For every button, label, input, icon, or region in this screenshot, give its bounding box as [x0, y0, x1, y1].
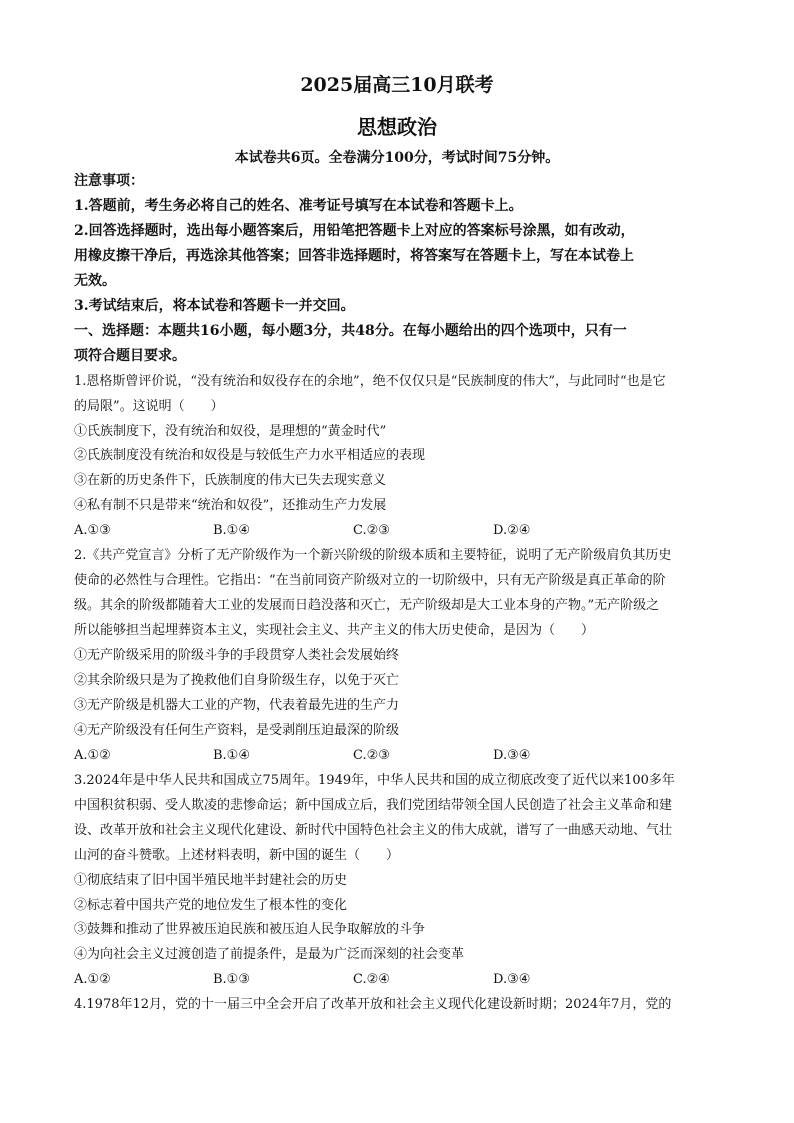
question-3-stem: 设、改革开放和社会主义现代化建设、新时代中国特色社会主义的伟大成就，谱写了一曲感天动地、气壮 [74, 823, 673, 838]
notice-heading: 注意事项： [74, 173, 144, 189]
question-1-item: ③在新的历史条件下，氏族制度的伟大已失去现实意义 [74, 473, 387, 488]
question-1-item: ①氏族制度下，没有统治和奴役，是理想的“黄金时代” [74, 424, 387, 439]
question-3-item: ③鼓舞和推动了世界被压迫民族和被压迫人民争取解放的斗争 [74, 922, 426, 937]
question-2-item: ③无产阶级是机器大工业的产物，代表着最先进的生产力 [74, 698, 400, 713]
question-2-option-b[interactable]: B.①④ [213, 748, 250, 763]
question-1-option-d[interactable]: D.②④ [493, 523, 531, 538]
question-1-stem: 的局限”。这说明（ ） [74, 399, 224, 414]
subject-title: 思想政治 [357, 115, 437, 139]
notice-line: 无效。 [74, 273, 116, 289]
question-2-item: ④无产阶级没有任何生产资料，是受剥削压迫最深的阶级 [74, 723, 400, 738]
notice-line: 1.答题前，考生务必将自己的姓名、准考证号填写在本试卷和答题卡上。 [74, 198, 523, 214]
question-2-stem: 使命的必然性与合理性。它指出：“在当前同资产阶级对立的一切阶级中，只有无产阶级是真正革命的阶 [74, 573, 666, 588]
question-2-option-a[interactable]: A.①② [74, 748, 111, 763]
question-2-option-d[interactable]: D.③④ [493, 748, 531, 763]
question-2-stem: 级。其余的阶级都随着大工业的发展而日趋没落和灭亡，无产阶级却是大工业本身的产物。”无产阶级之 [74, 598, 660, 613]
question-3-stem: 山河的奋斗赞歌。上述材料表明，新中国的诞生（ ） [74, 848, 400, 863]
question-3-stem: 中国积贫积弱、受人欺凌的悲惨命运；新中国成立后，我们党团结带领全国人民创造了社会主义革命和建 [74, 798, 673, 813]
section-heading: 一、选择题：本题共16小题，每小题3分，共48分。在每小题给出的四个选项中，只有一 [74, 323, 627, 339]
question-3-item: ④为向社会主义过渡创造了前提条件，是最为广泛而深刻的社会变革 [74, 947, 465, 962]
question-1-option-b[interactable]: B.①④ [213, 523, 250, 538]
question-3-option-a[interactable]: A.①② [74, 972, 111, 987]
question-2-item: ②其余阶级只是为了挽救他们自身阶级生存，以免于灭亡 [74, 673, 400, 688]
question-1-item: ④私有制不只是带来“统治和奴役”，还推动生产力发展 [74, 498, 387, 513]
question-3-item: ①彻底结束了旧中国半殖民地半封建社会的历史 [74, 873, 348, 888]
question-3-option-d[interactable]: D.③④ [493, 972, 531, 987]
notice-line: 3.考试结束后，将本试卷和答题卡一并交回。 [74, 298, 355, 314]
question-2-stem: 所以能够担当起埋葬资本主义，实现社会主义、共产主义的伟大历史使命，是因为（ ） [74, 623, 595, 638]
exam-info: 本试卷共6页。全卷满分100分，考试时间75分钟。 [234, 150, 560, 166]
notice-line: 用橡皮擦干净后，再选涂其他答案；回答非选择题时，将答案写在答题卡上，写在本试卷上 [74, 248, 634, 264]
section-heading: 项符合题目要求。 [74, 348, 186, 364]
question-3-item: ②标志着中国共产党的地位发生了根本性的变化 [74, 898, 348, 913]
question-3-option-b[interactable]: B.①③ [213, 972, 250, 987]
question-4-stem: 4.1978年12月，党的十一届三中全会开启了改革开放和社会主义现代化建设新时期；2024年7月，党的 [74, 997, 672, 1012]
question-1-option-a[interactable]: A.①③ [74, 523, 111, 538]
question-1-stem: 1.恩格斯曾评价说，“没有统治和奴役存在的余地”，绝不仅仅只是“民族制度的伟大”，与此同时“也是它 [74, 374, 666, 389]
question-1-option-c[interactable]: C.②③ [353, 523, 390, 538]
question-3-stem: 3.2024年是中华人民共和国成立75周年。1949年，中华人民共和国的成立彻底改变了近代以来100多年 [74, 773, 675, 788]
question-3-option-c[interactable]: C.②④ [353, 972, 390, 987]
question-2-item: ①无产阶级采用的阶级斗争的手段贯穿人类社会发展始终 [74, 648, 400, 663]
question-1-item: ②氏族制度没有统治和奴役是与较低生产力水平相适应的表现 [74, 448, 426, 463]
question-2-option-c[interactable]: C.②③ [353, 748, 390, 763]
notice-line: 2.回答选择题时，选出每小题答案后，用铅笔把答题卡上对应的答案标号涂黑，如有改动， [74, 223, 635, 239]
question-2-stem: 2.《共产党宣言》分析了无产阶级作为一个新兴阶级的阶级本质和主要特征，说明了无产阶级肩负其历史 [74, 548, 672, 563]
exam-title: 2025届高三10月联考 [300, 74, 494, 96]
